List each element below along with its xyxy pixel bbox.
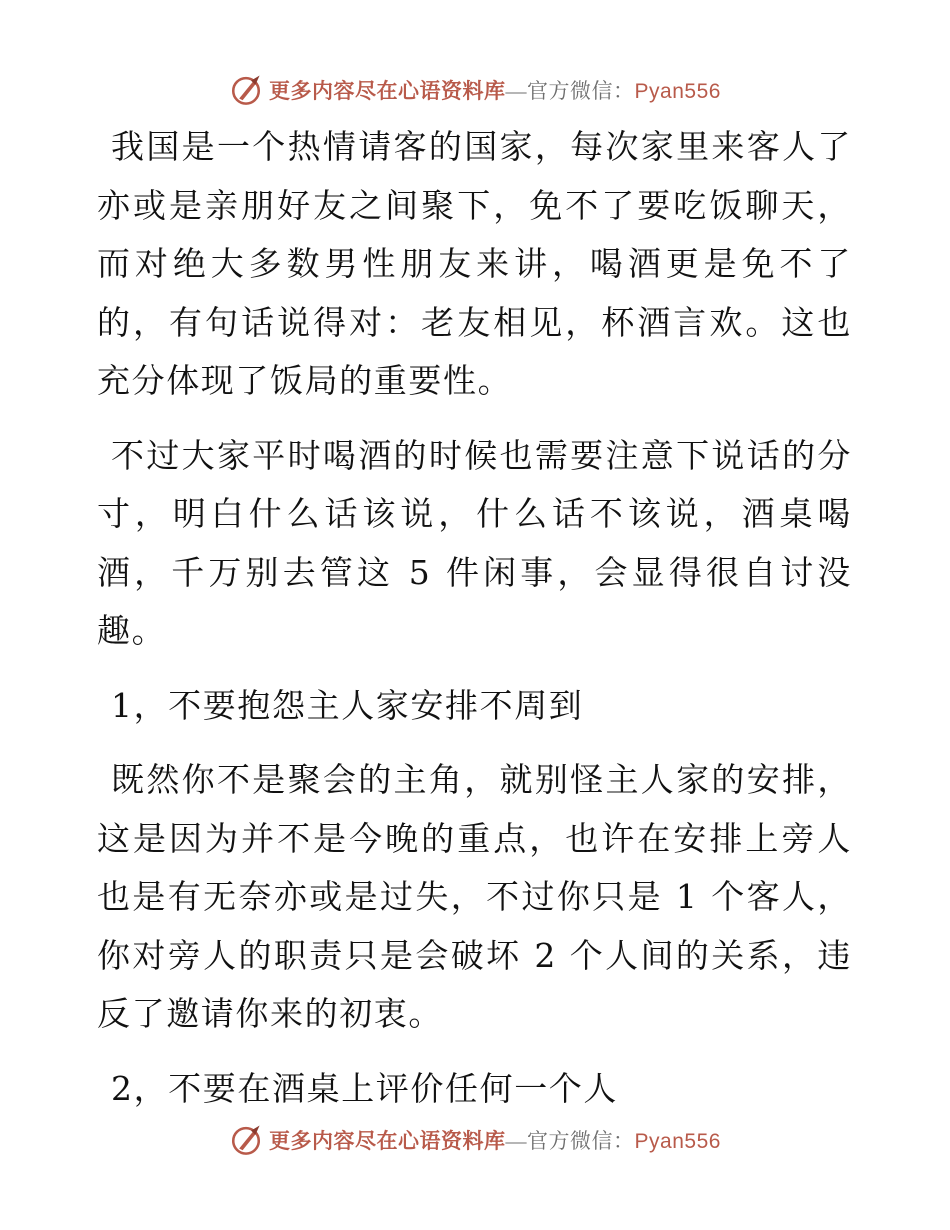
header-watermark (0, 70, 950, 110)
quill-logo-icon (229, 73, 263, 107)
footer-watermark (0, 1120, 950, 1160)
watermark-brand: 更多内容尽在心语资料库 (269, 79, 506, 103)
paragraph-intro: 我国是一个热情请客的国家，每次家里来客人了亦或是亲朋好友之间聚下，免不了要吃饭聊天，而对绝大多数男性朋友来讲，喝酒更是免不了的，有句话说得对：老友相见，杯酒言欢。这也充分体现了饭局的重要性。 (97, 127, 852, 400)
watermark-wechat-id: Pyan556 (634, 1130, 721, 1153)
watermark-text (269, 75, 721, 105)
paragraph-caution: 不过大家平时喝酒的时候也需要注意下说话的分寸，明白什么话该说，什么话不该说，酒桌喝酒，千万别去管这 5 件闲事，会显得很自讨没趣。 (97, 435, 852, 650)
section-heading-2: 2，不要在酒桌上评价任何一个人 (111, 1068, 618, 1108)
watermark-text (269, 1125, 721, 1155)
document-body (97, 118, 852, 1134)
watermark-brand: 更多内容尽在心语资料库 (269, 1129, 506, 1153)
watermark-label: 官方微信： (527, 1129, 635, 1153)
watermark-dash: — (505, 79, 528, 103)
quill-logo-icon (229, 1123, 263, 1157)
watermark-dash: — (505, 1129, 528, 1153)
watermark-label: 官方微信： (527, 79, 635, 103)
paragraph-section-1: 既然你不是聚会的主角，就别怪主人家的安排，这是因为并不是今晚的重点，也许在安排上旁人也是有无奈亦或是过失，不过你只是 1 个客人，你对旁人的职责只是会破坏 2 个人间的关系，违反了邀请你来的初衷。 (97, 760, 852, 1033)
section-heading-1: 1，不要抱怨主人家安排不周到 (111, 685, 584, 725)
watermark-wechat-id: Pyan556 (634, 80, 721, 103)
